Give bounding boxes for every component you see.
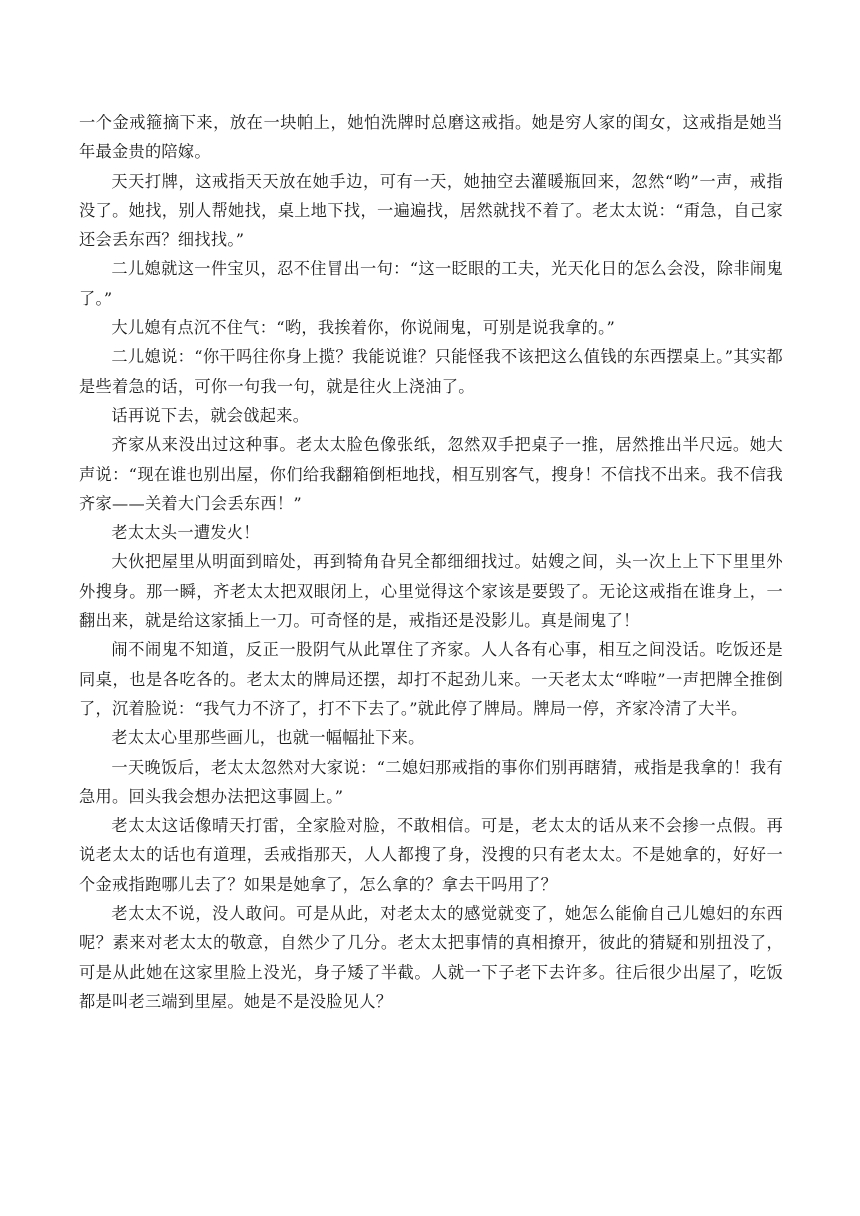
- body-text: [79, 108, 783, 1016]
- paragraph: 闹不闹鬼不知道，反正一股阴气从此罩住了齐家。人人各有心事，相互之间没话。吃饭还是同桌，也是各吃各的。老太太的牌局还摆，却打不起劲儿来。一天老太太“哗啦”一声把牌全推倒了，沉着脸说：“我气力不济了，打不下去了。”就此停了牌局。牌局一停，齐家冷清了大半。: [79, 640, 783, 718]
- paragraph: 大儿媳有点沉不住气：“哟，我挨着你，你说闹鬼，可别是说我拿的。”: [111, 318, 616, 338]
- paragraph: 一个金戒箍摘下来，放在一块帕上，她怕洗牌时总磨这戒指。她是穷人家的闺女，这戒指是她当年最金贵的陪嫁。: [79, 113, 783, 162]
- paragraph: 大伙把屋里从明面到暗处，再到犄角旮旯全都细细找过。姑嫂之间，头一次上上下下里里外外搜身。那一瞬，齐老太太把双眼闭上，心里觉得这个家该是要毁了。无论这戒指在谁身上，一翻出来，就是给这家插上一刀。可奇怪的是，戒指还是没影儿。真是闹鬼了！: [79, 552, 783, 631]
- paragraph: 老太太头一遭发火！: [111, 523, 260, 543]
- paragraph: 齐家从来没出过这种事。老太太脸色像张纸，忽然双手把桌子一推，居然推出半尺远。她大声说：“现在谁也别出屋，你们给我翻箱倒柜地找，相互别客气，搜身！不信找不出来。我不信我齐家——关着大门会丢东西！”: [79, 435, 783, 513]
- paragraph: 话再说下去，就会戗起来。: [111, 405, 310, 425]
- paragraph: 二儿媳就这一件宝贝，忍不住冒出一句：“这一眨眼的工夫，光天化日的怎么会没，除非闹鬼了。”: [79, 259, 783, 308]
- paragraph: 天天打牌，这戒指天天放在她手边，可有一天，她抽空去灌暖瓶回来，忽然“哟”一声，戒指没了。她找，别人帮她找，桌上地下找，一遍遍找，居然就找不着了。老太太说：“甭急，自己家还会丢东西？细找找。”: [79, 171, 783, 250]
- paragraph: 老太太心里那些画儿，也就一幅幅扯下来。: [111, 728, 425, 748]
- paragraph: 老太太这话像晴天打雷，全家脸对脸，不敢相信。可是，老太太的话从来不会掺一点假。再说老太太的话也有道理，丢戒指那天，人人都搜了身，没搜的只有老太太。不是她拿的，好好一个金戒指跑哪儿去了？如果是她拿了，怎么拿的？拿去干吗用了？: [79, 816, 783, 894]
- paragraph: 二儿媳说：“你干吗往你身上揽？我能说谁？只能怪我不该把这么值钱的东西摆桌上。”其实都是些着急的话，可你一句我一句，就是往火上浇油了。: [79, 347, 783, 396]
- paragraph: 一天晚饭后，老太太忽然对大家说：“二媳妇那戒指的事你们别再瞎猜，戒指是我拿的！我有急用。回头我会想办法把这事圆上。”: [79, 757, 783, 806]
- paragraph: 老太太不说，没人敢问。可是从此，对老太太的感觉就变了，她怎么能偷自己儿媳妇的东西呢？素来对老太太的敬意，自然少了几分。老太太把事情的真相撩开，彼此的猜疑和别扭没了，可是从此她在这家里脸上没光，身子矮了半截。人就一下子老下去许多。往后很少出屋了，吃饭都是叫老三端到里屋。她是不是没脸见人？: [79, 904, 783, 1011]
